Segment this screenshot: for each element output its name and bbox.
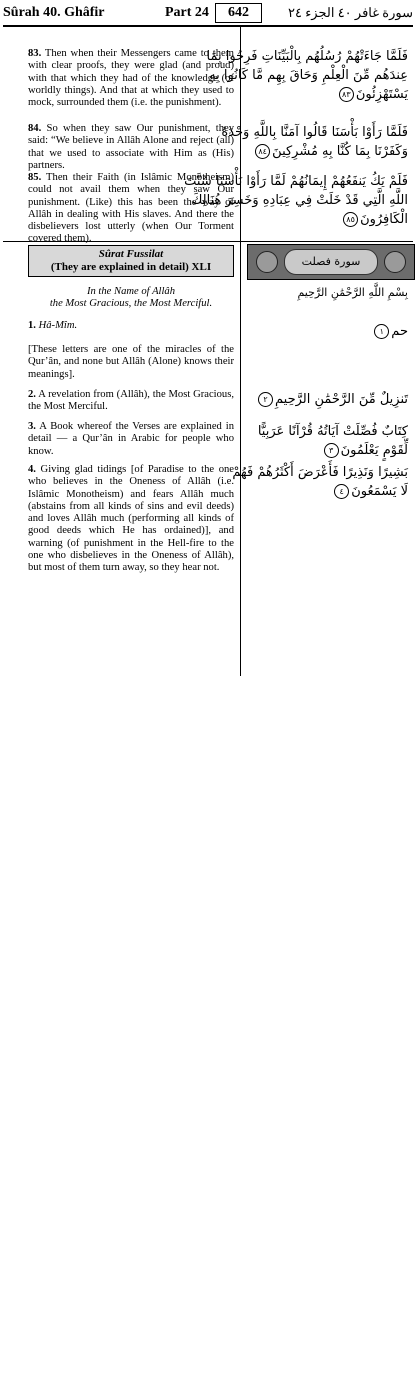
surah-header-title: Sûrah 40. Ghâfir [3, 5, 105, 20]
page-number: 642 [215, 3, 262, 23]
surah-title-box [28, 245, 234, 277]
arabic-header: سورة غافر ٤٠ الجزء ٢٤ [287, 5, 413, 20]
ayah-marker: ٨٤ [255, 144, 270, 159]
surah-subtitle: (They are explained in detail) XLI [50, 261, 212, 273]
verse-4-translation: 4. Giving glad tidings [of Paradise to the one who believes in the Oneness of Allâh (i.e. Islâmic Monotheism) and fears Allâh much (abstains from all kinds of sins and evil deeds) and loves Allâh much (performing all kinds of good deeds which He has ordained)], and warning (of punishment in the Hell-fire to the one who disbelieves in the Oneness of Allâh), but most of them turn away, so they hear not. [28, 464, 234, 574]
ayah-marker: ٨٣ [339, 87, 354, 102]
ornament-icon [256, 251, 278, 273]
verse-84-translation: 84. So when they saw Our punishment, they said: “We believe in Allâh Alone and reject (all) that we used to associate with Him as (His) partners. [28, 123, 234, 171]
verse-2-arabic: تَنزِيلٌ مِّنَ الرَّحْمَٰنِ الرَّحِيمِ٢ [240, 390, 408, 409]
verse-4-arabic: بَشِيرًا وَنَذِيرًا فَأَعْرَضَ أَكْثَرُهُمْ فَهُمْ لَا يَسْمَعُونَ٤ [232, 465, 408, 499]
page-header [3, 2, 413, 24]
part-label: Part 24 [165, 5, 209, 20]
verse-85-translation: 85. Then their Faith (in Islâmic Monotheism) could not avail them when they saw Our punishment. (Like) this has been the way of Allâh in dealing with His slaves. And there the disbelievers lost utterly (when Our Torment covered them). [28, 172, 234, 245]
verse-3-arabic: كِتَابٌ فُصِّلَتْ آيَاتُهُ قُرْآنًا عَرَبِيًّا لِّقَوْمٍ يَعْلَمُونَ٣ [257, 424, 408, 458]
verse-84-arabic: فَلَمَّا رَأَوْا بَأْسَنَا قَالُوا آمَنَّا بِاللَّهِ وَحْدَهُ وَكَفَرْنَا بِمَا كُنَّا بِهِ مُشْرِكِينَ٨٤ [221, 125, 408, 159]
ayah-marker: ٤ [334, 484, 349, 499]
basmala-translation: In the Name of Allâh the Most Gracious, the Most Merciful. [49, 286, 213, 310]
verse-1-translation: 1. Hâ-Mîm. [28, 320, 78, 331]
verse-83-arabic: فَلَمَّا جَاءَتْهُمْ رُسُلُهُم بِالْبَيِّنَاتِ فَرِحُوا بِمَا عِندَهُم مِّنَ الْعِلْمِ وَحَاقَ بِهِم مَّا كَانُوا بِهِ يَسْتَهْزِئُونَ٨٣ [206, 49, 408, 102]
surah-arabic-name: سورة فصلت [284, 249, 378, 275]
basmala-arabic: بِسْمِ اللَّهِ الرَّحْمَٰنِ الرَّحِيمِ [297, 286, 408, 299]
verse-2-translation: 2. A revelation from (Allâh), the Most Gracious, the Most Merciful. [28, 389, 234, 413]
ornament-icon [384, 251, 406, 273]
section-rule [3, 241, 413, 242]
verse-1-arabic: حم١ [240, 322, 408, 341]
ayah-marker: ١ [374, 324, 389, 339]
surah-title: Sûrat Fussilat [98, 248, 164, 260]
verse-1-note: [These letters are one of the miracles of the Qur’ân, and none but Allâh (Alone) knows their meanings]. [28, 344, 234, 380]
ayah-marker: ٣ [324, 443, 339, 458]
ayah-marker: ٨٥ [343, 212, 358, 227]
ayah-marker: ٢ [258, 392, 273, 407]
header-rule [3, 25, 413, 27]
verse-85-arabic: فَلَمْ يَكُ يَنفَعُهُمْ إِيمَانُهُمْ لَمَّا رَأَوْا بَأْسَنَا سُنَّتَ اللَّهِ الَّتِي قَدْ خَلَتْ فِي عِبَادِهِ وَخَسِرَ هُنَالِكَ الْكَافِرُونَ٨٥ [184, 174, 408, 227]
verse-83-translation: 83. Then when their Messengers came to them with clear proofs, they were glad (and proud) with that which they had of the knowledge (of worldly things). And that at which they used to mock, surrounded them (i.e. the punishment). [28, 48, 234, 109]
verse-3-translation: 3. A Book whereof the Verses are explained in detail — a Qur’ân in Arabic for people who know. [28, 421, 234, 457]
surah-name-emblem [247, 244, 415, 280]
